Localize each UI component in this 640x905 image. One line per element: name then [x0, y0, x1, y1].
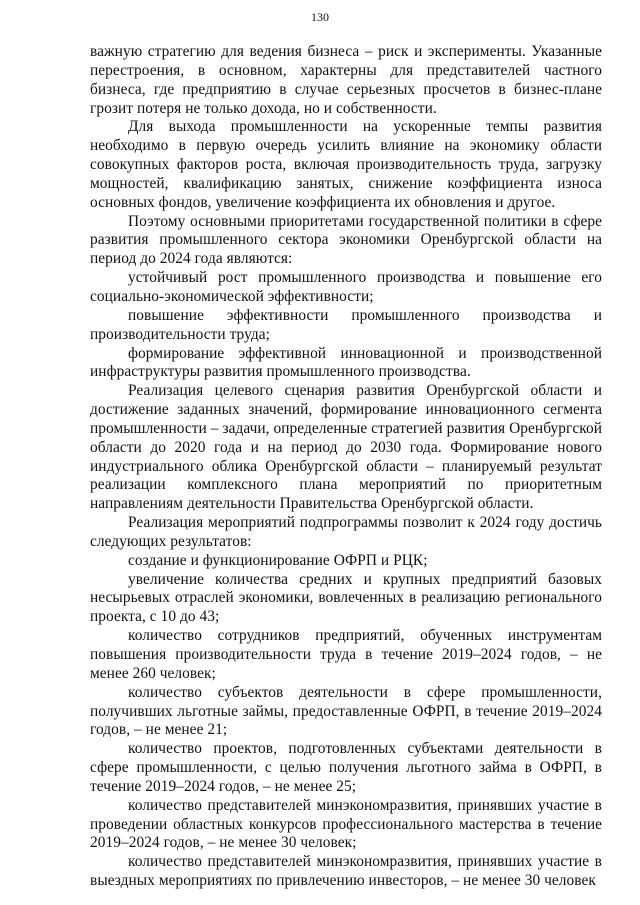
list-item-result: количество сотрудников предприятий, обученных инструментам повышения производительности труда в течение 2019–2024 годов, – не менее 260 человек;: [90, 627, 602, 682]
list-item-result: количество представителей минэкономразвития, принявших участие в выездных мероприятиях по привлечению инвесторов, – не менее 30 человек: [90, 853, 602, 890]
list-item-priority: повышение эффективности промышленного производства и производительности труда;: [90, 306, 602, 343]
paragraph-risk-strategy: важную стратегию для ведения бизнеса – риск и эксперименты. Указанные перестроения, в основном, характерны для представителей частного бизнеса, где предприятию в случае серьезных просчетов в бизнес-плане грозит потеря не только дохода, но и собственности.: [90, 43, 602, 117]
paragraph-results-intro: Реализация мероприятий подпрограммы позволит к 2024 году достичь следующих результатов:: [90, 514, 602, 550]
paragraph-target-scenario: Реализация целевого сценария развития Оренбургской области и достижение заданных значений, формирование инновационного сегмента промышленности – задачи, определенные стратегией развития Оренбургской области до 2020 года и на период до 2030 года. Формирование нового индустриального облика Оренбургской области – планируемый результат реализации комплексного плана мероприятий по приоритетным направлениям деятельности Правительства Оренбургской области.: [90, 382, 602, 513]
document-body: [90, 43, 602, 891]
list-item-result: количество проектов, подготовленных субъектами деятельности в сфере промышленности, с целью получения льготного займа в ОФРП, в течение 2019–2024 годов, – не менее 25;: [90, 740, 602, 795]
list-item-result: создание и функционирование ОФРП и РЦК;: [128, 551, 428, 569]
list-item-result: количество представителей минэкономразвития, принявших участие в проведении областных конкурсов профессионального мастерства в течение 2019–2024 годов, – не менее 30 человек;: [90, 796, 602, 852]
list-item-priority: формирование эффективной инновационной и производственной инфраструктуры развития промышленного производства.: [90, 344, 602, 381]
page-number: 130: [311, 10, 329, 24]
list-item-priority: устойчивый рост промышленного производства и повышение его социально-экономической эффективности;: [90, 269, 602, 305]
paragraph-growth-factors: Для выхода промышленности на ускоренные темпы развития необходимо в первую очередь усилить влияние на экономику области совокупных факторов роста, включая производительность труда, загрузку мощностей, квалификацию занятых, снижение коэффициента износа основных фондов, увеличение коэффициента их обновления и другое.: [90, 118, 602, 211]
paragraph-priorities-intro: Поэтому основными приоритетами государственной политики в сфере развития промышленного сектора экономики Оренбургской области на период до 2024 года являются:: [90, 212, 602, 268]
list-item-result: количество субъектов деятельности в сфере промышленности, получивших льготные займы, предоставленные ОФРП, в течение 2019–2024 годов, – не менее 21;: [90, 683, 602, 739]
list-item-result: увеличение количества средних и крупных предприятий базовых несырьевых отраслей экономики, вовлеченных в реализацию регионального проекта, с 10 до 43;: [90, 570, 602, 626]
